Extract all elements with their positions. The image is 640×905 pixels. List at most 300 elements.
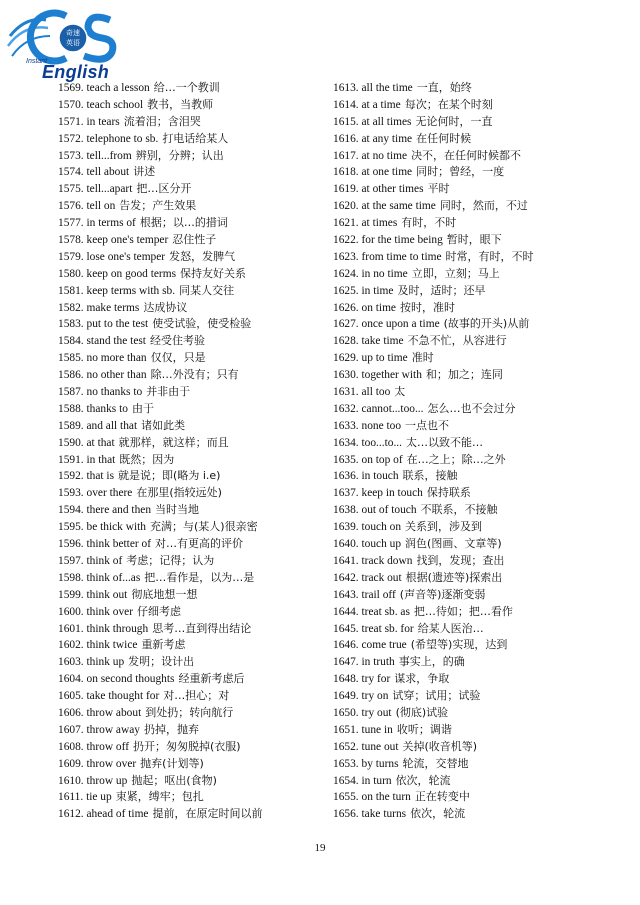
entry-number: 1651. <box>333 723 359 736</box>
entry-number: 1643. <box>333 588 359 601</box>
phrase-entry <box>58 553 326 570</box>
entry-number: 1608. <box>58 740 84 753</box>
phrase-entry <box>58 418 326 435</box>
entry-phrase: come true <box>361 639 407 652</box>
entry-number: 1613. <box>333 82 359 94</box>
entry-phrase: in terms of <box>86 217 136 230</box>
phrase-entry <box>58 266 326 283</box>
entry-number: 1656. <box>333 808 359 821</box>
phrase-entry <box>58 97 326 114</box>
entry-phrase: over there <box>86 487 133 500</box>
entry-meaning: 同时；曾经，一度 <box>416 165 505 179</box>
entry-meaning: 时常，有时，不时 <box>445 249 534 263</box>
logo-subtitle: Instant <box>26 58 48 65</box>
entry-meaning: 抛弃(计划等) <box>140 756 204 770</box>
entry-meaning: 诸如此类 <box>141 418 186 432</box>
phrase-entry <box>333 198 633 215</box>
entry-phrase: tune in <box>361 723 393 736</box>
phrase-entry <box>58 114 326 131</box>
entry-phrase: track down <box>361 554 413 567</box>
entry-meaning: 依次，轮流 <box>395 773 451 787</box>
entry-number: 1621. <box>333 217 359 230</box>
entry-phrase: once upon a time <box>361 318 440 331</box>
entry-phrase: think of <box>86 554 123 567</box>
entry-meaning: 给…一个教训 <box>153 81 220 94</box>
entry-number: 1581. <box>58 284 84 297</box>
entry-phrase: teach a lesson <box>86 82 150 94</box>
entry-phrase: cannot...too... <box>361 402 424 415</box>
page-number: 19 <box>314 842 326 854</box>
phrase-entry <box>58 80 326 97</box>
entry-number: 1620. <box>333 200 359 213</box>
entry-meaning: 怎么…也不会过分 <box>427 401 516 415</box>
entry-number: 1591. <box>58 453 84 466</box>
entry-meaning: 把…区分开 <box>136 182 192 196</box>
entry-phrase: telephone to sb. <box>86 132 159 145</box>
entry-number: 1597. <box>58 554 84 567</box>
entry-number: 1586. <box>58 369 84 382</box>
entry-number: 1652. <box>333 740 359 753</box>
phrase-entry <box>333 756 633 773</box>
entry-meaning: 同某人交往 <box>179 283 235 297</box>
phrase-entry <box>333 401 633 418</box>
phrase-entry <box>58 164 326 181</box>
entry-number: 1611. <box>58 791 84 804</box>
entry-number: 1580. <box>58 267 84 280</box>
phrase-entry <box>58 519 326 536</box>
phrase-entry <box>333 80 633 97</box>
entry-phrase: no other than <box>86 369 147 382</box>
entry-phrase: think better of <box>86 538 152 551</box>
entry-meaning: 决不，在任何时候都不 <box>411 148 522 162</box>
phrase-entry <box>58 316 326 333</box>
entry-phrase: touch on <box>361 521 402 534</box>
phrase-entry <box>333 519 633 536</box>
entry-phrase: at a time <box>361 98 401 111</box>
entry-meaning: (希望等)实现，达到 <box>410 638 508 652</box>
phrase-entry <box>58 452 326 469</box>
entry-number: 1592. <box>58 470 84 483</box>
entry-meaning: 经重新考虑后 <box>178 672 245 686</box>
entry-meaning: 按时，准时 <box>399 300 455 314</box>
entry-meaning: 保持友好关系 <box>180 266 247 280</box>
entry-meaning: 保持联系 <box>426 486 471 500</box>
entry-number: 1655. <box>333 791 359 804</box>
entry-number: 1634. <box>333 436 359 449</box>
entry-phrase: from time to time <box>361 250 442 263</box>
entry-phrase: tell...from <box>86 149 132 162</box>
entry-meaning: 轮流，交替地 <box>402 756 469 770</box>
phrase-entry <box>333 621 633 638</box>
entry-phrase: keep one's temper <box>86 234 169 247</box>
entry-phrase: at other times <box>361 183 424 196</box>
entry-meaning: 无论何时，一直 <box>415 114 493 128</box>
entry-phrase: up to time <box>361 352 408 365</box>
entry-phrase: make terms <box>86 301 140 314</box>
entry-number: 1596. <box>58 538 84 551</box>
entry-number: 1578. <box>58 234 84 247</box>
entry-number: 1644. <box>333 605 359 618</box>
entry-phrase: think over <box>86 605 134 618</box>
phrase-entry <box>333 705 633 722</box>
entry-meaning: 使受试验，使受检验 <box>152 317 252 331</box>
entry-number: 1604. <box>58 673 84 686</box>
phrase-entry <box>333 553 633 570</box>
entry-meaning: 到处扔；转向航行 <box>145 705 234 719</box>
entry-phrase: on time <box>361 301 396 314</box>
entry-meaning: 告发；产生效果 <box>119 199 197 213</box>
entry-phrase: tell about <box>86 166 130 179</box>
entry-meaning: 讲述 <box>133 165 156 179</box>
entry-number: 1574. <box>58 166 84 179</box>
entry-meaning: 经受住考验 <box>149 334 205 348</box>
entry-number: 1653. <box>333 757 359 770</box>
phrase-entry <box>333 789 633 806</box>
entry-phrase: treat sb. for <box>361 622 414 635</box>
entry-phrase: be thick with <box>86 521 146 534</box>
phrase-entry <box>333 367 633 384</box>
entry-meaning: 不急不忙，从容进行 <box>407 334 507 348</box>
phrase-entry <box>58 773 326 790</box>
entry-phrase: track out <box>361 571 402 584</box>
entry-number: 1584. <box>58 335 84 348</box>
entry-phrase: none too <box>361 419 402 432</box>
logo-brand-text: English <box>42 62 110 82</box>
entry-number: 1583. <box>58 318 84 331</box>
phrase-entry <box>333 806 633 823</box>
entry-phrase: take time <box>361 335 404 348</box>
phrase-entry <box>58 739 326 756</box>
phrase-entry <box>58 468 326 485</box>
phrase-entry <box>333 536 633 553</box>
entry-phrase: throw off <box>86 740 129 753</box>
entry-phrase: tie up <box>86 791 112 804</box>
entry-meaning: 在任何时候 <box>416 131 472 145</box>
entry-phrase: in no time <box>361 267 408 280</box>
entry-phrase: trail off <box>361 588 396 601</box>
entry-phrase: try out <box>361 706 392 719</box>
entry-number: 1590. <box>58 436 84 449</box>
entry-number: 1605. <box>58 690 84 703</box>
phrase-entry <box>58 621 326 638</box>
entry-number: 1632. <box>333 402 359 415</box>
entry-meaning: 对…有更高的评价 <box>155 537 244 551</box>
entry-number: 1636. <box>333 470 359 483</box>
entry-meaning: 由于 <box>131 401 154 415</box>
entry-phrase: in that <box>86 453 116 466</box>
entry-meaning: 扔掉，抛弃 <box>143 722 199 736</box>
entry-meaning: 发明；设计出 <box>128 655 195 669</box>
entry-phrase: in truth <box>361 656 395 669</box>
entry-meaning: 考虑；记得；认为 <box>126 553 215 567</box>
entry-meaning: 正在转变中 <box>414 790 470 804</box>
phrase-entry <box>58 401 326 418</box>
entry-meaning: 辨别，分辨；认出 <box>135 148 224 162</box>
entry-meaning: 扔开；匆匆脱掉(衣服) <box>133 739 241 753</box>
entry-number: 1600. <box>58 605 84 618</box>
entry-meaning: 和；加之；连同 <box>425 368 503 382</box>
entry-meaning: 彻底地想一想 <box>131 587 198 601</box>
entry-phrase: keep terms with sb. <box>86 284 176 297</box>
entry-number: 1650. <box>333 706 359 719</box>
entry-phrase: and all that <box>86 419 138 432</box>
phrase-entry <box>333 114 633 131</box>
entry-number: 1646. <box>333 639 359 652</box>
entry-phrase: for the time being <box>361 234 443 247</box>
entry-number: 1603. <box>58 656 84 669</box>
entry-meaning: 联系，接触 <box>402 469 458 483</box>
instant-english-logo <box>6 6 130 86</box>
entry-meaning: 在…之上；除…之外 <box>406 452 506 466</box>
entry-phrase: at times <box>361 217 398 230</box>
entry-number: 1633. <box>333 419 359 432</box>
entry-phrase: in turn <box>361 774 392 787</box>
entry-number: 1572. <box>58 132 84 145</box>
phrase-entry <box>58 637 326 654</box>
entry-number: 1609. <box>58 757 84 770</box>
entry-meaning: 有时，不时 <box>401 216 457 230</box>
entry-number: 1614. <box>333 98 359 111</box>
phrase-entry <box>333 181 633 198</box>
entry-phrase: take turns <box>361 808 407 821</box>
phrase-entry <box>58 587 326 604</box>
entry-meaning: 仅仅，只是 <box>150 351 206 365</box>
entry-phrase: out of touch <box>361 504 417 517</box>
phrase-entry <box>58 536 326 553</box>
entry-phrase: take thought for <box>86 690 160 703</box>
entry-meaning: 忍住性子 <box>172 233 217 247</box>
entry-number: 1575. <box>58 183 84 196</box>
entry-meaning: 把…待如；把…看作 <box>413 604 513 618</box>
logo-badge-bottom: 英语 <box>66 39 80 47</box>
entry-phrase: throw away <box>86 723 140 736</box>
entry-number: 1654. <box>333 774 359 787</box>
entry-number: 1607. <box>58 723 84 736</box>
entry-phrase: at that <box>86 436 115 449</box>
entry-meaning: 提前，在原定时间以前 <box>152 807 263 821</box>
phrase-entry <box>333 435 633 452</box>
phrase-entry <box>58 789 326 806</box>
entry-phrase: that is <box>86 470 115 483</box>
phrase-entry <box>333 452 633 469</box>
phrase-entry <box>58 806 326 823</box>
phrase-entry <box>333 283 633 300</box>
entry-number: 1577. <box>58 217 84 230</box>
entry-phrase: think out <box>86 588 128 601</box>
entry-number: 1602. <box>58 639 84 652</box>
phrase-entry <box>333 587 633 604</box>
entry-meaning: 太 <box>394 385 406 399</box>
phrase-entry <box>333 164 633 181</box>
entry-meaning: 谋求，争取 <box>394 672 450 686</box>
entry-number: 1588. <box>58 402 84 415</box>
phrase-entry <box>58 671 326 688</box>
entry-meaning: 找到，发现；查出 <box>416 553 505 567</box>
entry-number: 1628. <box>333 335 359 348</box>
entry-phrase: on the turn <box>361 791 411 804</box>
phrase-entry <box>333 637 633 654</box>
entry-number: 1647. <box>333 656 359 669</box>
entry-meaning: 对…担心；对 <box>163 689 230 703</box>
entry-phrase: think up <box>86 656 125 669</box>
entry-number: 1641. <box>333 554 359 567</box>
phrase-entry <box>333 232 633 249</box>
logo-badge-top: 奇速 <box>66 29 80 37</box>
entry-phrase: throw up <box>86 774 128 787</box>
entry-meaning: 润色(图画、文章等) <box>405 537 502 551</box>
entry-phrase: throw about <box>86 706 142 719</box>
entry-phrase: teach school <box>86 98 144 111</box>
entry-number: 1598. <box>58 571 84 584</box>
entry-number: 1569. <box>58 82 84 94</box>
entry-meaning: 太…以致不能… <box>406 435 484 449</box>
phrase-entry <box>58 131 326 148</box>
phrase-entry <box>333 97 633 114</box>
phrase-entry <box>58 148 326 165</box>
entry-phrase: keep on good terms <box>86 267 177 280</box>
phrase-entry <box>333 604 633 621</box>
entry-number: 1631. <box>333 386 359 399</box>
phrase-entry <box>58 570 326 587</box>
entry-phrase: tune out <box>361 740 399 753</box>
entry-number: 1635. <box>333 453 359 466</box>
entry-number: 1638. <box>333 504 359 517</box>
entry-meaning: 关系到，涉及到 <box>405 520 483 534</box>
entry-meaning: 立即，立刻；马上 <box>411 266 500 280</box>
entry-number: 1599. <box>58 588 84 601</box>
entry-number: 1640. <box>333 538 359 551</box>
entry-phrase: together with <box>361 369 422 382</box>
entry-phrase: ahead of time <box>86 808 149 821</box>
phrase-entry <box>333 384 633 401</box>
entry-meaning: (声音等)逐渐变弱 <box>399 587 486 601</box>
entry-phrase: at the same time <box>361 200 436 213</box>
phrase-entry <box>333 722 633 739</box>
entry-phrase: think through <box>86 622 149 635</box>
entry-phrase: treat sb. as <box>361 605 410 618</box>
phrase-entry <box>58 198 326 215</box>
entry-number: 1624. <box>333 267 359 280</box>
entry-phrase: try for <box>361 673 391 686</box>
entry-phrase: in tears <box>86 115 120 128</box>
entry-meaning: 不联系，不接触 <box>420 503 498 517</box>
entry-phrase: tell on <box>86 200 116 213</box>
entry-meaning: 思考…直到得出结论 <box>152 621 252 635</box>
entry-meaning: 教书，当教师 <box>147 97 214 111</box>
entry-phrase: stand the test <box>86 335 146 348</box>
phrase-list-left <box>58 80 326 823</box>
entry-meaning: 重新考虑 <box>141 638 186 652</box>
phrase-entry <box>58 502 326 519</box>
entry-number: 1571. <box>58 115 84 128</box>
entry-number: 1616. <box>333 132 359 145</box>
entry-number: 1585. <box>58 352 84 365</box>
entry-meaning: 当时当地 <box>155 503 200 517</box>
phrase-entry <box>58 688 326 705</box>
entry-number: 1595. <box>58 521 84 534</box>
phrase-entry <box>333 300 633 317</box>
entry-number: 1619. <box>333 183 359 196</box>
entry-meaning: 根据；以…的措词 <box>139 216 228 230</box>
entry-meaning: 准时 <box>411 351 434 365</box>
entry-meaning: 发怒，发脾气 <box>169 249 236 263</box>
entry-number: 1615. <box>333 115 359 128</box>
phrase-entry <box>58 485 326 502</box>
phrase-entry <box>58 756 326 773</box>
entry-number: 1573. <box>58 149 84 162</box>
entry-phrase: on second thoughts <box>86 673 175 686</box>
entry-meaning: 同时，然而，不过 <box>439 199 528 213</box>
entry-number: 1601. <box>58 622 84 635</box>
entry-number: 1587. <box>58 386 84 399</box>
entry-phrase: at any time <box>361 132 413 145</box>
entry-meaning: 给某人医治… <box>417 621 484 635</box>
entry-number: 1622. <box>333 234 359 247</box>
entry-number: 1617. <box>333 149 359 162</box>
phrase-entry <box>58 283 326 300</box>
entry-number: 1570. <box>58 98 84 111</box>
phrase-list-right <box>333 80 633 823</box>
phrase-entry <box>58 300 326 317</box>
entry-meaning: 把…看作是，以为…是 <box>144 570 255 584</box>
entry-number: 1626. <box>333 301 359 314</box>
entry-number: 1606. <box>58 706 84 719</box>
entry-meaning: 一点也不 <box>405 418 450 432</box>
phrase-entry <box>58 705 326 722</box>
phrase-entry <box>333 249 633 266</box>
entry-meaning: (故事的开头)从前 <box>443 317 530 331</box>
entry-phrase: at one time <box>361 166 413 179</box>
phrase-entry <box>333 266 633 283</box>
entry-phrase: in touch <box>361 470 399 483</box>
entry-number: 1623. <box>333 250 359 263</box>
phrase-entry <box>333 148 633 165</box>
entry-meaning: 收听；调谐 <box>396 722 452 736</box>
entry-number: 1642. <box>333 571 359 584</box>
entry-number: 1629. <box>333 352 359 365</box>
phrase-entry <box>58 232 326 249</box>
entry-phrase: at no time <box>361 149 408 162</box>
entry-number: 1593. <box>58 487 84 500</box>
entry-meaning: 流着泪；含泪哭 <box>123 114 201 128</box>
entry-phrase: in time <box>361 284 394 297</box>
phrase-entry <box>58 384 326 401</box>
entry-meaning: 就是说；即(略为 i.e) <box>118 469 221 483</box>
entry-phrase: tell...apart <box>86 183 133 196</box>
phrase-entry <box>333 350 633 367</box>
entry-meaning: (彻底)试验 <box>395 705 449 719</box>
phrase-entry <box>333 739 633 756</box>
entry-meaning: 抛起；呕出(食物) <box>131 773 217 787</box>
phrase-entry <box>58 604 326 621</box>
entry-meaning: 就那样，就这样；而且 <box>118 435 229 449</box>
phrase-entry <box>333 131 633 148</box>
entry-number: 1618. <box>333 166 359 179</box>
phrase-entry <box>333 215 633 232</box>
entry-phrase: thanks to <box>86 402 128 415</box>
entry-number: 1582. <box>58 301 84 314</box>
entry-number: 1649. <box>333 690 359 703</box>
phrase-entry <box>333 333 633 350</box>
entry-meaning: 除…外没有；只有 <box>150 368 239 382</box>
entry-number: 1648. <box>333 673 359 686</box>
entry-meaning: 关掉(收音机等) <box>402 739 478 753</box>
entry-meaning: 试穿；试用；试验 <box>392 689 481 703</box>
entry-number: 1589. <box>58 419 84 432</box>
entry-meaning: 仔细考虑 <box>137 604 182 618</box>
entry-meaning: 根据(遗迹等)探索出 <box>405 570 503 584</box>
phrase-entry <box>58 435 326 452</box>
